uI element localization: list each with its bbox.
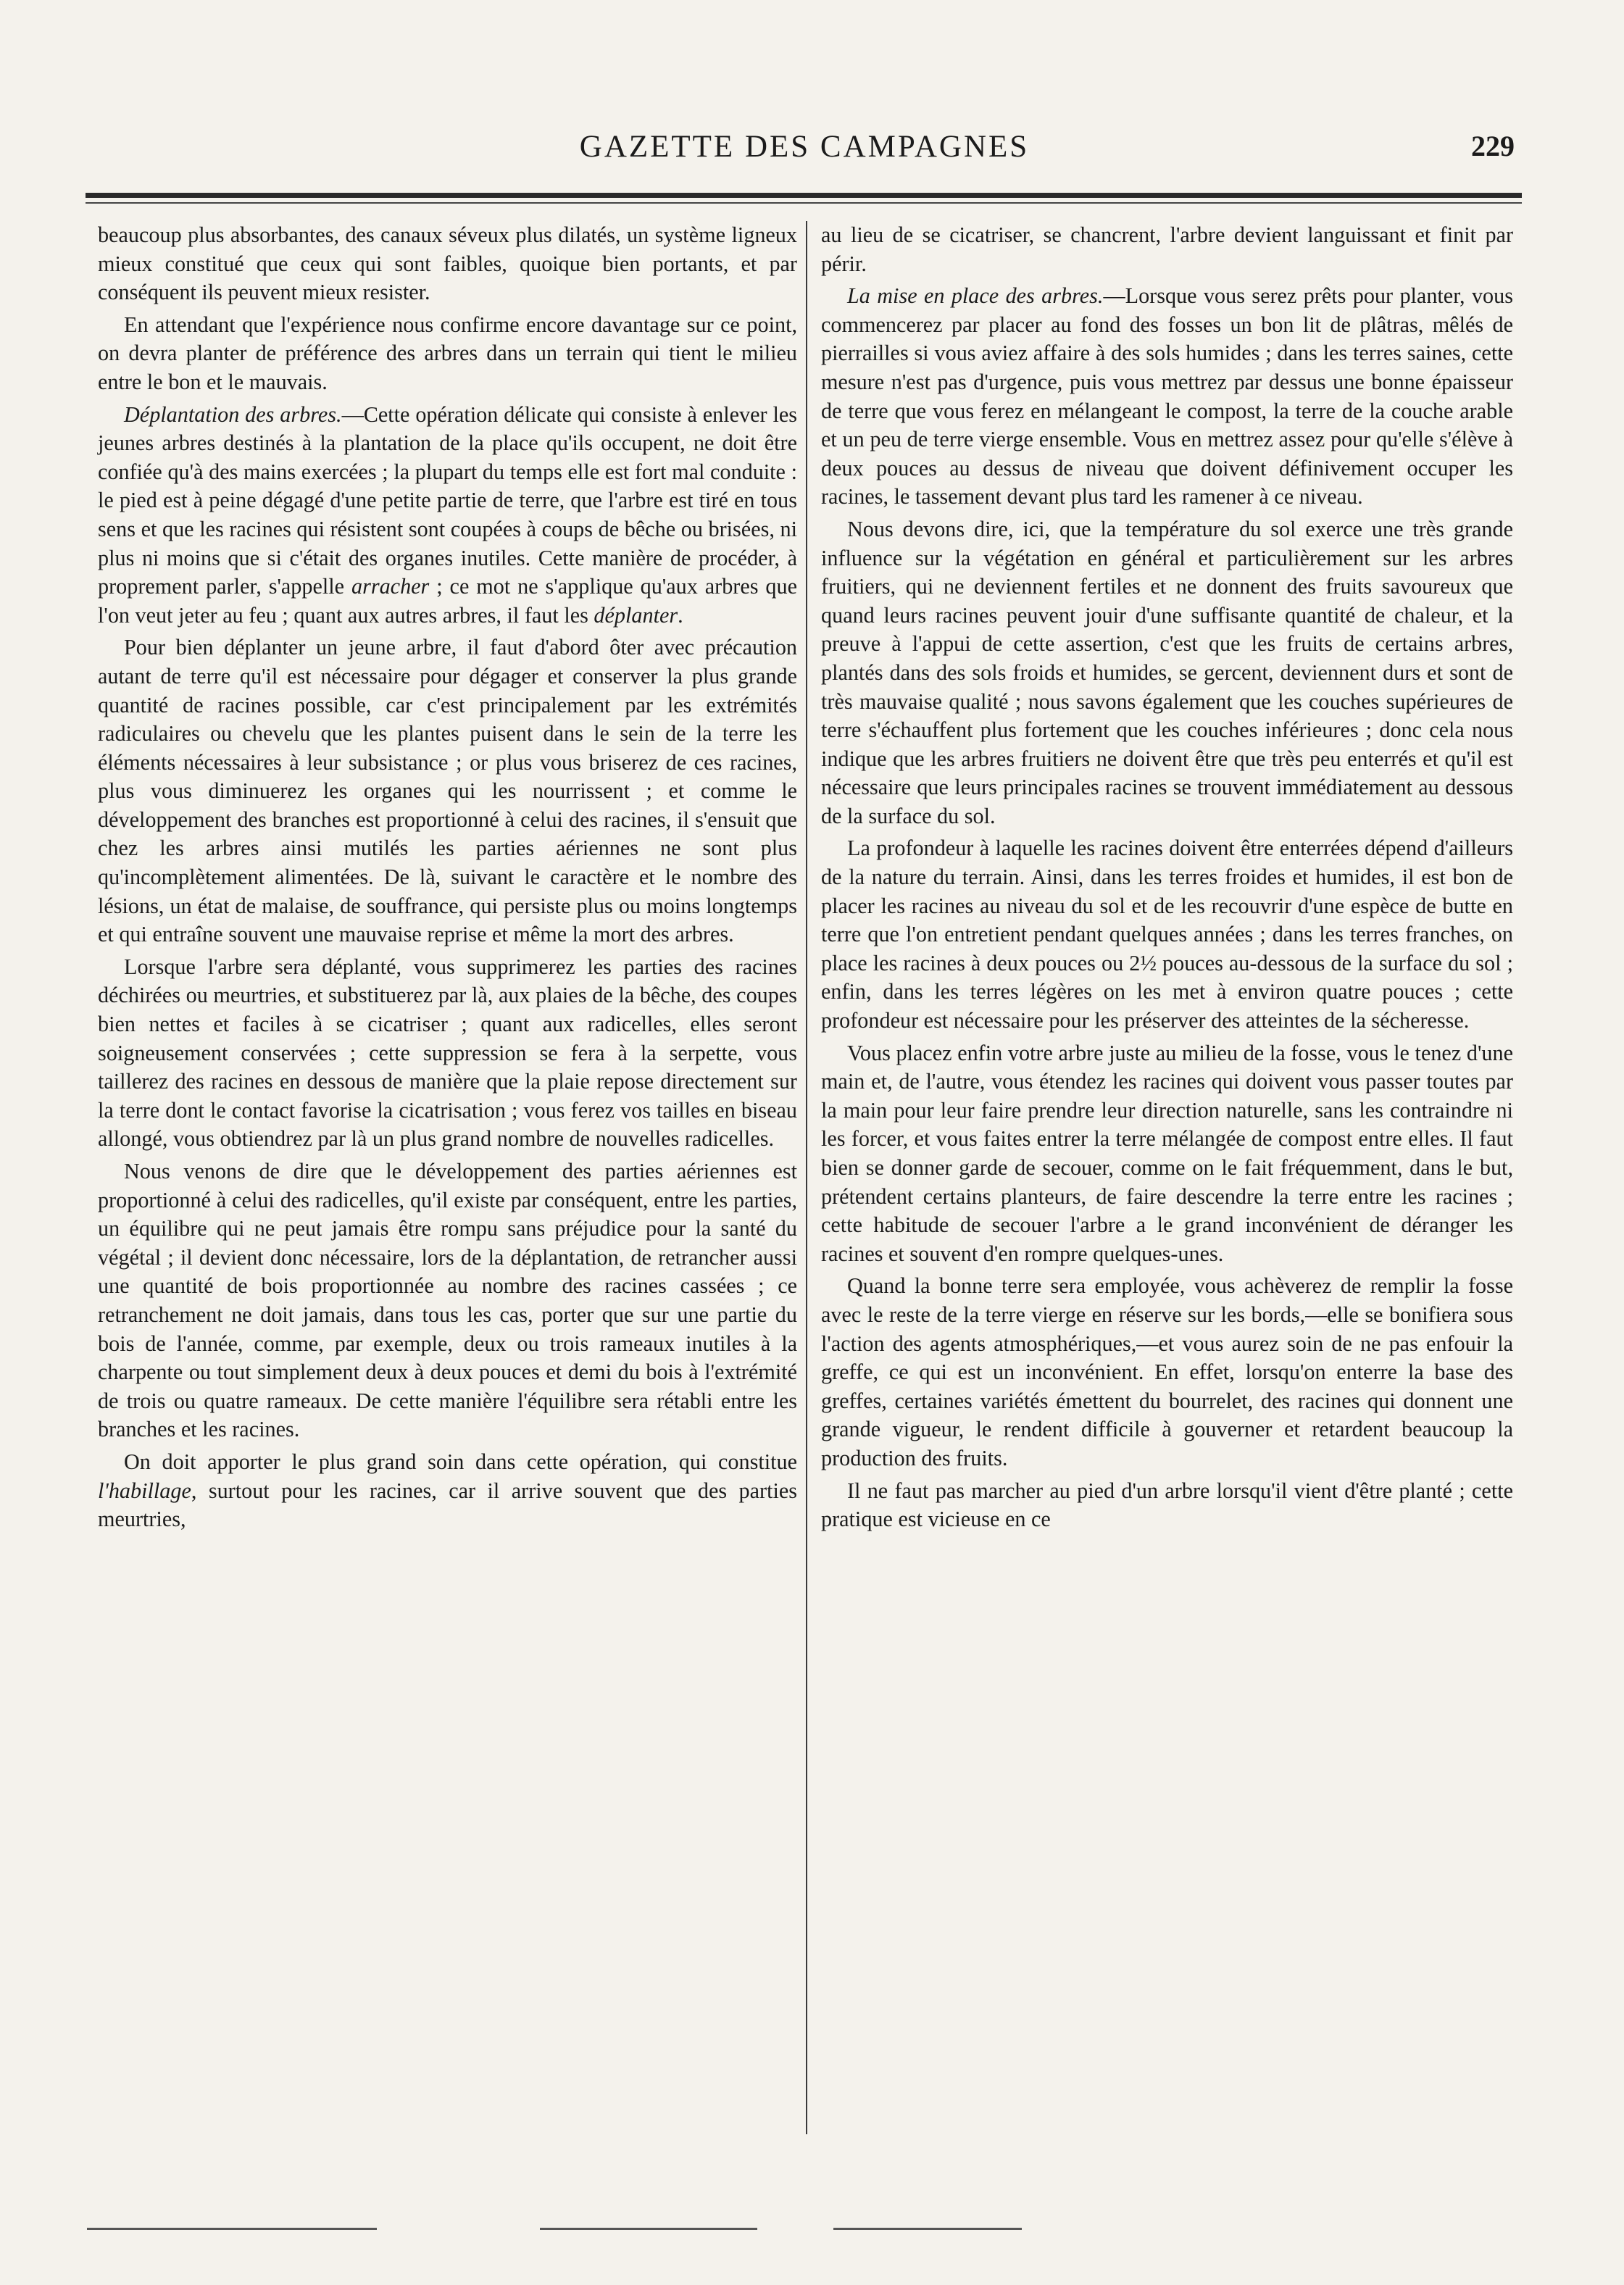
paragraph: beaucoup plus absorbantes, des canaux séveux plus dilatés, un système ligneux mieux constitué que ceux qui sont faibles, quoique bien portants, et par conséquent ils peuvent mieux resister. bbox=[98, 222, 797, 305]
page-number: 229 bbox=[1471, 130, 1515, 162]
footer-rule bbox=[87, 2228, 377, 2230]
running-title: GAZETTE DES CAMPAGNES bbox=[579, 130, 1030, 164]
header-rule bbox=[86, 193, 1522, 198]
section-heading: La mise en place des arbres. bbox=[847, 283, 1104, 309]
text-run: . bbox=[678, 602, 683, 628]
text-run: ; ce mot ne s'applique qu'aux arbres que l'on veut jeter au feu ; quant aux autres arbres, il faut les bbox=[98, 574, 797, 628]
right-column bbox=[821, 221, 1513, 1538]
paragraph: Lorsque l'arbre sera déplanté, vous supprimerez les parties des racines déchirées ou meurtries, et substituerez par là, aux plaies de la bêche, des coupes bien nettes et faciles à se cicatriser ; quant aux radicelles, elles seront soigneusement conservées ; cette suppression se fera à la serpette, vous taillerez des racines en dessous de manière que la plaie repose directement sur la terre dont le contact favorise la cicatrisation ; vous ferez vos tailles en biseau allongé, vous obtiendrez par là un plus grand nombre de nouvelles radicelles. bbox=[98, 954, 797, 1152]
section-heading: Déplantation des arbres. bbox=[124, 401, 342, 427]
paragraph: Nous devons dire, ici, que la température du sol exerce une très grande influence sur la végétation en général et particulièrement sur les arbres fruitiers, qui ne deviennent fertiles et ne donnent des fruits savoureux que quand leurs racines peuvent jouir d'une suffisante quantité de chaleur, et la preuve à l'appui de cette assertion, c'est que les fruits de certains arbres, plantés dans des sols froids et humides, se gercent, deviennent durs et sont de très mauvaise qualité ; nous savons également que les couches supérieures de terre s'échauffent plus fortement que les couches inférieures ; donc cela nous indique que les arbres fruitiers ne doivent être que très peu enterrés et qu'il est nécessaire que leurs principales racines se trouvent immédiatement au dessous de la surface du sol. bbox=[821, 516, 1513, 828]
footer-rule bbox=[833, 2228, 1022, 2230]
footer-rule bbox=[540, 2228, 757, 2230]
emphasis: l'habillage bbox=[98, 1478, 191, 1503]
emphasis: arracher bbox=[351, 574, 430, 599]
paragraph: Vous placez enfin votre arbre juste au milieu de la fosse, vous le tenez d'une main et, de l'autre, vous étendez les racines qui doivent vous passer toutes par la main pour leur faire prendre leur direction naturelle, sans les contraindre ni les forcer, et vous faites entrer la terre mélangée de compost entre elles. Il faut bien se donner garde de secouer, comme on le fait fréquemment, dans le but, prétendent certains planteurs, de faire descendre la terre entre les racines ; cette habitude de secouer l'arbre a le grand inconvénient de déranger les racines et souvent d'en rompre quelques-unes. bbox=[821, 1040, 1513, 1266]
paragraph: Nous venons de dire que le développement des parties aériennes est proportionné à celui des radicelles, qu'il existe par conséquent, entre les parties, un équilibre qui ne peut jamais être rompu sans préjudice pour la santé du végétal ; il devient donc nécessaire, lors de la déplantation, de retrancher aussi une quantité de bois proportionnée au nombre des racines cassées ; ce retranchement ne doit jamais, dans tous les cas, porter que sur une partie du bois de l'année, comme, par exemple, deux ou trois rameaux inutiles à la charpente ou tout simplement deux à deux pouces et demi du bois à l'extrémité de trois ou quatre rameaux. De cette manière l'équilibre sera rétabli entre les branches et les racines. bbox=[98, 1159, 797, 1442]
header-rule-thin bbox=[86, 202, 1522, 204]
paragraph: En attendant que l'expérience nous confirme encore davantage sur ce point, on devra planter de préférence des arbres dans un terrain qui tient le milieu entre le bon et le mauvais. bbox=[98, 312, 797, 394]
left-column bbox=[98, 221, 797, 1538]
emphasis: déplanter bbox=[594, 602, 678, 628]
paragraph-habillage bbox=[98, 1448, 797, 1534]
text-run: —Lorsque vous serez prêts pour planter, vous commencerez par placer au fond des fosses un bon lit de plâtras, mêlés de pierrailles si vous aviez affaire à des sols humides ; dans les terres saines, cette mesure n'est pas d'urgence, puis vous mettrez par dessus une bonne épaisseur de terre que vous ferez en mélangeant le compost, la terre de la couche arable et un peu de terre vierge ensemble. Vous en mettrez assez pour qu'elle s'élève à deux pouces au dessus de niveau que doivent définivement occuper les racines, le tassement devant plus tard les ramener à ce niveau. bbox=[821, 283, 1513, 509]
text-run: , surtout pour les racines, car il arrive souvent que des parties meurtries, bbox=[98, 1478, 797, 1532]
paragraph-deplantation bbox=[98, 401, 797, 630]
paragraph: Pour bien déplanter un jeune arbre, il faut d'abord ôter avec précaution autant de terre qu'il est nécessaire pour dégager et conserver la plus grande quantité de racines possible, car c'est principalement par les extrémités radiculaires ou chevelu que les plantes puisent dans le sein de la terre les éléments nécessaires à leur subsistance ; or plus vous briserez de ces racines, plus vous diminuerez les organes qui les nourrissent ; et comme le développement des branches est proportionné à celui des racines, il s'ensuit que chez les arbres ainsi mutilés les parties aériennes ne sont plus qu'incomplètement alimentées. De là, suivant le caractère et le nombre des lésions, un état de malaise, de souffrance, qui persiste plus ou moins longtemps et qui entraîne souvent une mauvaise reprise et même la mort des arbres. bbox=[98, 635, 797, 947]
paragraph-mise-en-place bbox=[821, 282, 1513, 512]
paragraph: La profondeur à laquelle les racines doivent être enterrées dépend d'ailleurs de la nature du terrain. Ainsi, dans les terres froides et humides, il est bon de placer les racines au niveau du sol et de les recouvrir d'une espèce de butte en terre que l'on entretient pendant quelques années ; dans les terres franches, on place les racines à deux pouces ou 2½ pouces au-dessous de la surface du sol ; enfin, dans les terres légères on les met à environ quatre pouces ; cette profondeur est nécessaire pour les préserver des atteintes de la sécheresse. bbox=[821, 836, 1513, 1033]
paragraph: Il ne faut pas marcher au pied d'un arbre lorsqu'il vient d'être planté ; cette pratique est vicieuse en ce bbox=[821, 1478, 1513, 1532]
column-divider bbox=[806, 221, 807, 2134]
text-run: —Cette opération délicate qui consiste à enlever les jeunes arbres destinés à la plantation de la place qu'ils occupent, ne doit être confiée qu'à des mains exercées ; la plupart du temps elle est fort mal conduite : le pied est à peine dégagé d'une petite partie de terre, que l'arbre est tiré en tous sens et que les racines qui résistent sont coupées à coups de bêche ou brisées, ni plus ni moins que si c'était des organes inutiles. Cette manière de procéder, à proprement parler, s'appelle bbox=[98, 401, 798, 599]
page-header bbox=[94, 123, 1515, 174]
paragraph: Quand la bonne terre sera employée, vous achèverez de remplir la fosse avec le reste de la terre vierge en réserve sur les bords,—elle se bonifiera sous l'action des agents atmosphériques,—et vous aurez soin de ne pas enfouir la greffe, ce qui est un inconvénient. En effet, lorsqu'on enterre la base des greffes, certaines variétés émettent du bourrelet, des racines qui donnent une grande vigueur, le rendent difficile à gouverner et retardent beaucoup la production des fruits. bbox=[821, 1273, 1513, 1470]
text-run: On doit apporter le plus grand soin dans cette opération, qui constitue bbox=[124, 1449, 797, 1474]
paragraph: au lieu de se cicatriser, se chancrent, l'arbre devient languissant et finit par périr. bbox=[821, 222, 1513, 276]
